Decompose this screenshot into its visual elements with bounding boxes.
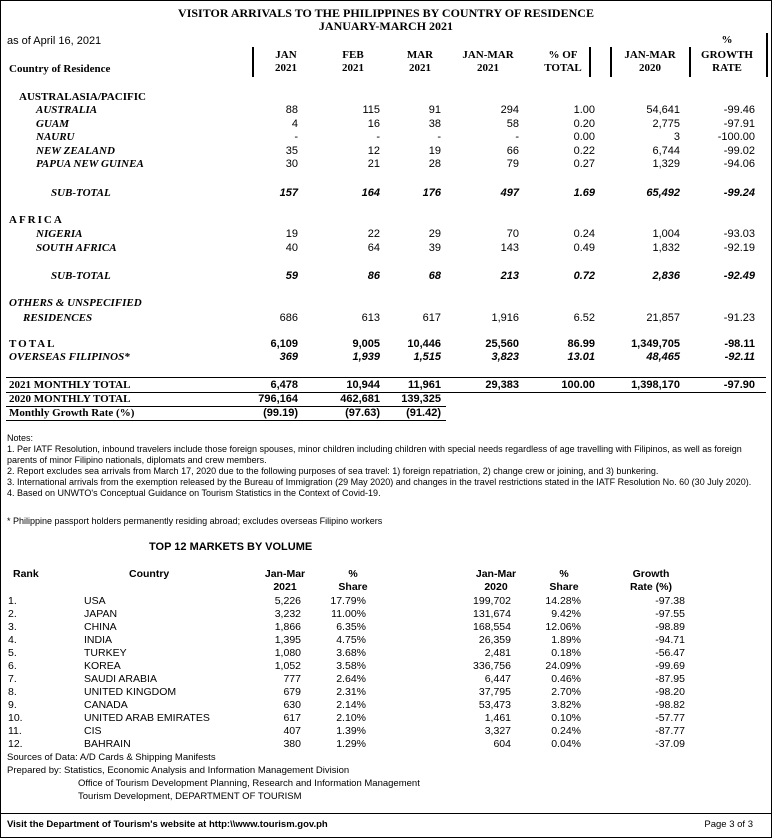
table-cell: -92.11: [724, 351, 755, 363]
table-cell: 10,446: [407, 338, 441, 350]
footer-divider: [1, 813, 771, 814]
top12-country: UNITED KINGDOM: [84, 686, 177, 698]
top12-cell: 1,866: [274, 621, 301, 633]
website-link[interactable]: Visit the Department of Tourism's website at http:\\www.tourism.gov.ph: [7, 819, 328, 830]
total-label: TOTAL: [9, 338, 57, 350]
table-cell: 21: [367, 158, 380, 171]
top12-rank: 9.: [8, 699, 17, 711]
footnote: * Philippine passport holders permanently residing abroad; excludes overseas Filipino workers: [7, 516, 383, 526]
table-cell: (91.42): [406, 407, 441, 419]
top12-cell: 3.58%: [336, 660, 366, 672]
table-cell: -99.46: [723, 104, 755, 116]
table-cell: 1.00: [573, 104, 595, 116]
table-cell: 613: [361, 312, 380, 324]
header-divider: [689, 47, 691, 77]
top12-cell: 3.82%: [551, 699, 581, 711]
top12-rank: 12.: [8, 738, 23, 750]
table-cell: 35: [285, 144, 298, 157]
monthly-total-label: 2021 MONTHLY TOTAL: [9, 379, 131, 391]
table-cell: 29: [428, 228, 441, 240]
overseas-label: OVERSEAS FILIPINOS*: [9, 351, 130, 363]
table-cell: 1,832: [652, 241, 680, 254]
table-cell: 6,109: [270, 338, 298, 350]
table-cell: -99.02: [723, 144, 755, 157]
column-header-label: 2021: [477, 62, 499, 74]
table-cell: -: [294, 131, 298, 144]
country-name: GUAM: [36, 117, 70, 130]
top12-country: USA: [84, 595, 106, 607]
top12-cell: -98.82: [655, 699, 685, 711]
report-subtitle: JANUARY-MARCH 2021: [318, 19, 454, 33]
growth-rate-label: Monthly Growth Rate (%): [9, 407, 135, 419]
top12-country: BAHRAIN: [84, 738, 131, 750]
top12-cell: -98.20: [655, 686, 685, 698]
column-header-label: 2020: [639, 62, 661, 74]
top12-cell: 0.18%: [551, 647, 581, 659]
table-cell: 1,939: [352, 351, 380, 363]
top12-cell: 199,702: [473, 595, 511, 607]
top12-country: CANADA: [84, 699, 128, 711]
table-cell: -99.24: [723, 187, 755, 199]
top12-rank: 8.: [8, 686, 17, 698]
notes-title: Notes:: [7, 433, 34, 443]
table-cell: 2,775: [652, 117, 680, 130]
top12-rank: 2.: [8, 608, 17, 620]
table-cell: 10,944: [346, 379, 380, 391]
prepared-by-dept: Tourism Development, DEPARTMENT OF TOURISM: [78, 791, 302, 802]
table-cell: 2,836: [652, 270, 680, 282]
table-cell: 16: [367, 117, 380, 130]
top12-cell: 3,232: [274, 608, 301, 620]
table-cell: -: [376, 131, 380, 144]
top12-header: %: [559, 568, 569, 580]
table-cell: 0.72: [573, 270, 595, 282]
report-title: VISITOR ARRIVALS TO THE PHILIPPINES BY COUNTRY OF RESIDENCE: [178, 6, 594, 20]
subtotal-label: SUB-TOTAL: [51, 187, 111, 199]
table-cell: 497: [500, 187, 519, 199]
table-cell: 462,681: [340, 393, 380, 405]
top12-cell: 336,756: [473, 660, 511, 672]
column-header-label: TOTAL: [544, 62, 582, 74]
table-cell: 157: [279, 187, 298, 199]
top12-cell: 1.39%: [336, 725, 366, 737]
table-cell: -: [515, 131, 519, 144]
table-cell: 12: [367, 144, 380, 157]
top12-country: KOREA: [84, 660, 121, 672]
table-cell: 70: [506, 228, 519, 240]
top12-rank: 7.: [8, 673, 17, 685]
top12-cell: 2.10%: [336, 712, 366, 724]
table-cell: -97.90: [723, 379, 755, 391]
table-cell: 29,383: [485, 379, 519, 391]
top12-cell: 380: [283, 738, 301, 750]
top12-cell: 777: [283, 673, 301, 685]
top12-cell: 26,359: [478, 634, 511, 646]
top12-rank: 1.: [8, 595, 17, 607]
column-header-label: JAN-MAR: [624, 49, 676, 61]
table-cell: 40: [285, 241, 298, 254]
top12-rank: 3.: [8, 621, 17, 633]
country-name: NIGERIA: [36, 228, 83, 240]
top12-cell: 3.68%: [336, 647, 366, 659]
table-cell: 1,916: [491, 312, 519, 324]
table-cell: 19: [428, 144, 441, 157]
top12-cell: 24.09%: [545, 660, 581, 672]
top12-cell: -87.95: [655, 673, 685, 685]
table-cell: 66: [506, 144, 519, 157]
table-cell: 1,329: [652, 158, 680, 171]
table-cell: 796,164: [258, 393, 298, 405]
top12-cell: 630: [283, 699, 301, 711]
table-cell: 0.20: [573, 117, 595, 130]
top12-cell: 11.00%: [331, 608, 366, 620]
table-cell: 13.01: [567, 351, 595, 363]
top12-cell: -87.77: [655, 725, 685, 737]
table-cell: 79: [506, 158, 519, 171]
notes-block: [7, 433, 767, 499]
table-cell: 58: [506, 117, 519, 130]
top12-cell: 604: [493, 738, 511, 750]
top12-cell: 17.79%: [330, 595, 366, 607]
table-cell: 139,325: [401, 393, 441, 405]
top12-rank: 5.: [8, 647, 17, 659]
top12-cell: -97.55: [655, 608, 685, 620]
top12-cell: 5,226: [274, 595, 301, 607]
table-cell: 0.22: [573, 144, 595, 157]
table-cell: 86: [367, 270, 380, 282]
top12-header: Share: [338, 581, 368, 593]
region-heading: AUSTRALASIA/PACIFIC: [19, 91, 146, 103]
table-cell: 59: [285, 270, 298, 282]
top12-cell: 617: [283, 712, 301, 724]
table-cell: 21,857: [646, 312, 680, 324]
prepared-by: Prepared by: Statistics, Economic Analysis and Information Management Division: [7, 765, 350, 776]
table-cell: -94.06: [723, 158, 755, 171]
top12-cell: 53,473: [478, 699, 511, 711]
table-cell: 64: [367, 241, 380, 254]
top12-cell: 1.89%: [551, 634, 581, 646]
table-cell: (99.19): [263, 407, 298, 419]
table-cell: 115: [362, 104, 380, 116]
column-header-label: MAR: [406, 49, 434, 61]
country-column-header: Country of Residence: [9, 63, 111, 75]
table-cell: 0.49: [573, 241, 595, 254]
top12-cell: 131,674: [473, 608, 511, 620]
top12-header: Rate (%): [629, 581, 672, 593]
column-header-label: 2021: [342, 62, 364, 74]
country-name: SOUTH AFRICA: [36, 241, 117, 254]
top12-country: JAPAN: [84, 608, 118, 620]
table-cell: 0.27: [573, 158, 595, 171]
prepared-by-office: Office of Tourism Development Planning, Research and Information Management: [78, 778, 420, 789]
others-label: OTHERS & UNSPECIFIED: [9, 297, 142, 309]
top12-header: Rank: [13, 568, 39, 580]
top12-country: CIS: [84, 725, 102, 737]
table-cell: 1.69: [573, 187, 595, 199]
table-cell: 294: [500, 104, 519, 116]
table-cell: 3: [673, 131, 680, 144]
top12-country: UNITED ARAB EMIRATES: [84, 712, 210, 724]
column-header-label: FEB: [342, 49, 364, 61]
top12-rank: 10.: [8, 712, 23, 724]
top12-header: 2021: [273, 581, 297, 593]
country-name: NEW ZEALAND: [36, 144, 115, 157]
top12-rank: 4.: [8, 634, 17, 646]
top12-cell: 3,327: [484, 725, 511, 737]
table-rule: [6, 377, 766, 378]
as-of-date: as of April 16, 2021: [7, 35, 102, 47]
top12-country: SAUDI ARABIA: [84, 673, 157, 685]
table-cell: 25,560: [485, 338, 519, 350]
top12-cell: -99.69: [655, 660, 685, 672]
top12-cell: -94.71: [655, 634, 685, 646]
table-cell: 28: [428, 158, 441, 171]
top12-header: Share: [549, 581, 579, 593]
top12-cell: 0.10%: [551, 712, 581, 724]
table-cell: 3,823: [491, 351, 519, 363]
region-heading: AFRICA: [9, 214, 64, 226]
column-header-label: JAN-MAR: [462, 49, 514, 61]
country-name: AUSTRALIA: [36, 104, 98, 116]
table-cell: 48,465: [646, 351, 680, 363]
country-name: NAURU: [36, 131, 75, 144]
country-name: PAPUA NEW GUINEA: [36, 158, 144, 171]
table-cell: 91: [428, 104, 441, 116]
table-cell: 6.52: [573, 312, 595, 324]
top12-cell: 1,080: [274, 647, 301, 659]
table-cell: 22: [367, 228, 380, 240]
sources-data: Sources of Data: A/D Cards & Shipping Manifests: [7, 752, 216, 763]
column-header-label: %: [721, 34, 733, 46]
top12-cell: 0.04%: [551, 738, 581, 750]
column-header-label: 2021: [409, 62, 431, 74]
top12-title: TOP 12 MARKETS BY VOLUME: [149, 541, 313, 553]
top12-cell: 9.42%: [551, 608, 581, 620]
table-cell: 1,004: [652, 228, 680, 240]
top12-cell: 407: [283, 725, 301, 737]
note-1: 1. Per IATF Resolution, inbound travelers include those foreign spouses, minor children including children with special needs regardless of age travelling with Filipinos, as well as foreign parents of minor Filipino nationals, diplomats and crew members.: [7, 444, 742, 465]
table-cell: 176: [422, 187, 441, 199]
top12-cell: 168,554: [473, 621, 511, 633]
table-cell: -91.23: [723, 312, 755, 324]
monthly-total-label: 2020 MONTHLY TOTAL: [9, 393, 131, 405]
header-divider: [610, 47, 612, 77]
table-cell: 0.24: [573, 228, 595, 240]
table-rule: [6, 420, 446, 421]
note-2: 2. Report excludes sea arrivals from March 17, 2020 due to the following purposes of sea travel: 1) foreign repatriation, 2) change crew or joining, and 3) bunkering.: [7, 466, 659, 476]
table-cell: 39: [428, 241, 441, 254]
header-divider: [766, 33, 768, 77]
table-cell: 19: [285, 228, 298, 240]
top12-header: 2020: [484, 581, 508, 593]
top12-country: INDIA: [84, 634, 113, 646]
top12-cell: 12.06%: [545, 621, 581, 633]
table-cell: 100.00: [561, 379, 595, 391]
top12-cell: 2.14%: [336, 699, 366, 711]
table-cell: 0.00: [573, 131, 595, 144]
top12-country: TURKEY: [84, 647, 127, 659]
column-header-label: JAN: [275, 49, 297, 61]
table-cell: -98.11: [724, 338, 755, 350]
note-4: 4. Based on UNWTO's Conceptual Guidance on Tourism Statistics in the Context of Covid-19.: [7, 488, 381, 498]
column-header-label: 2021: [275, 62, 297, 74]
top12-header: Jan-Mar: [475, 568, 517, 580]
top12-cell: 0.46%: [551, 673, 581, 685]
table-cell: 54,641: [646, 104, 680, 116]
table-cell: 86.99: [567, 338, 595, 350]
table-cell: 143: [500, 241, 519, 254]
top12-cell: -56.47: [655, 647, 685, 659]
column-header-label: % OF: [548, 49, 578, 61]
table-cell: 38: [428, 117, 441, 130]
table-cell: -93.03: [723, 228, 755, 240]
note-3: 3. International arrivals from the exemption released by the Bureau of Immigration (29 May 2020) and changes in the travel restrictions stated in the IATF Resolution No. 60 (30 July 2020).: [7, 477, 752, 487]
top12-cell: 1,461: [484, 712, 511, 724]
table-cell: 30: [285, 158, 298, 171]
top12-cell: 1,052: [274, 660, 301, 672]
table-cell: 164: [361, 187, 380, 199]
top12-cell: -37.09: [655, 738, 685, 750]
top12-cell: -57.77: [655, 712, 685, 724]
table-cell: 1,349,705: [631, 338, 680, 350]
table-cell: 369: [279, 351, 298, 363]
top12-cell: -97.38: [655, 595, 685, 607]
table-cell: 65,492: [646, 187, 680, 199]
top12-cell: 0.24%: [551, 725, 581, 737]
table-cell: -: [437, 131, 441, 144]
table-cell: (97.63): [345, 407, 380, 419]
top12-cell: 2,481: [484, 647, 511, 659]
table-cell: 88: [285, 104, 298, 116]
top12-cell: 37,795: [478, 686, 511, 698]
table-cell: -92.49: [723, 270, 755, 282]
table-cell: 9,005: [352, 338, 380, 350]
table-cell: 1,398,170: [631, 379, 680, 391]
table-cell: 68: [428, 270, 441, 282]
table-cell: 1,515: [413, 351, 441, 363]
top12-rank: 11.: [8, 725, 22, 737]
table-cell: 6,744: [652, 144, 680, 157]
top12-cell: 679: [283, 686, 301, 698]
page-number: Page 3 of 3: [704, 819, 753, 830]
table-cell: 617: [422, 312, 441, 324]
top12-cell: 2.70%: [551, 686, 581, 698]
top12-header: Jan-Mar: [264, 568, 306, 580]
top12-cell: -98.89: [655, 621, 685, 633]
others-label: RESIDENCES: [23, 312, 93, 324]
column-header-label: RATE: [712, 62, 742, 74]
top12-cell: 6,447: [484, 673, 511, 685]
top12-cell: 1,395: [274, 634, 301, 646]
table-cell: 686: [279, 312, 298, 324]
subtotal-label: SUB-TOTAL: [51, 270, 111, 282]
top12-header: %: [348, 568, 358, 580]
top12-cell: 2.64%: [336, 673, 366, 685]
top12-cell: 14.28%: [545, 595, 581, 607]
table-cell: 213: [500, 270, 519, 282]
top12-header: Country: [129, 568, 170, 580]
column-header-label: GROWTH: [701, 49, 753, 61]
top12-cell: 1.29%: [336, 738, 366, 750]
top12-header: Growth: [632, 568, 670, 580]
top12-country: CHINA: [84, 621, 117, 633]
top12-cell: 4.75%: [336, 634, 366, 646]
top12-cell: 6.35%: [336, 621, 366, 633]
table-cell: -97.91: [723, 117, 755, 130]
table-cell: 6,478: [270, 379, 298, 391]
table-cell: 4: [291, 117, 298, 130]
table-cell: -92.19: [723, 241, 755, 254]
table-cell: -100.00: [717, 131, 755, 144]
top12-rank: 6.: [8, 660, 17, 672]
top12-cell: 2.31%: [336, 686, 366, 698]
table-cell: 11,961: [407, 379, 441, 391]
